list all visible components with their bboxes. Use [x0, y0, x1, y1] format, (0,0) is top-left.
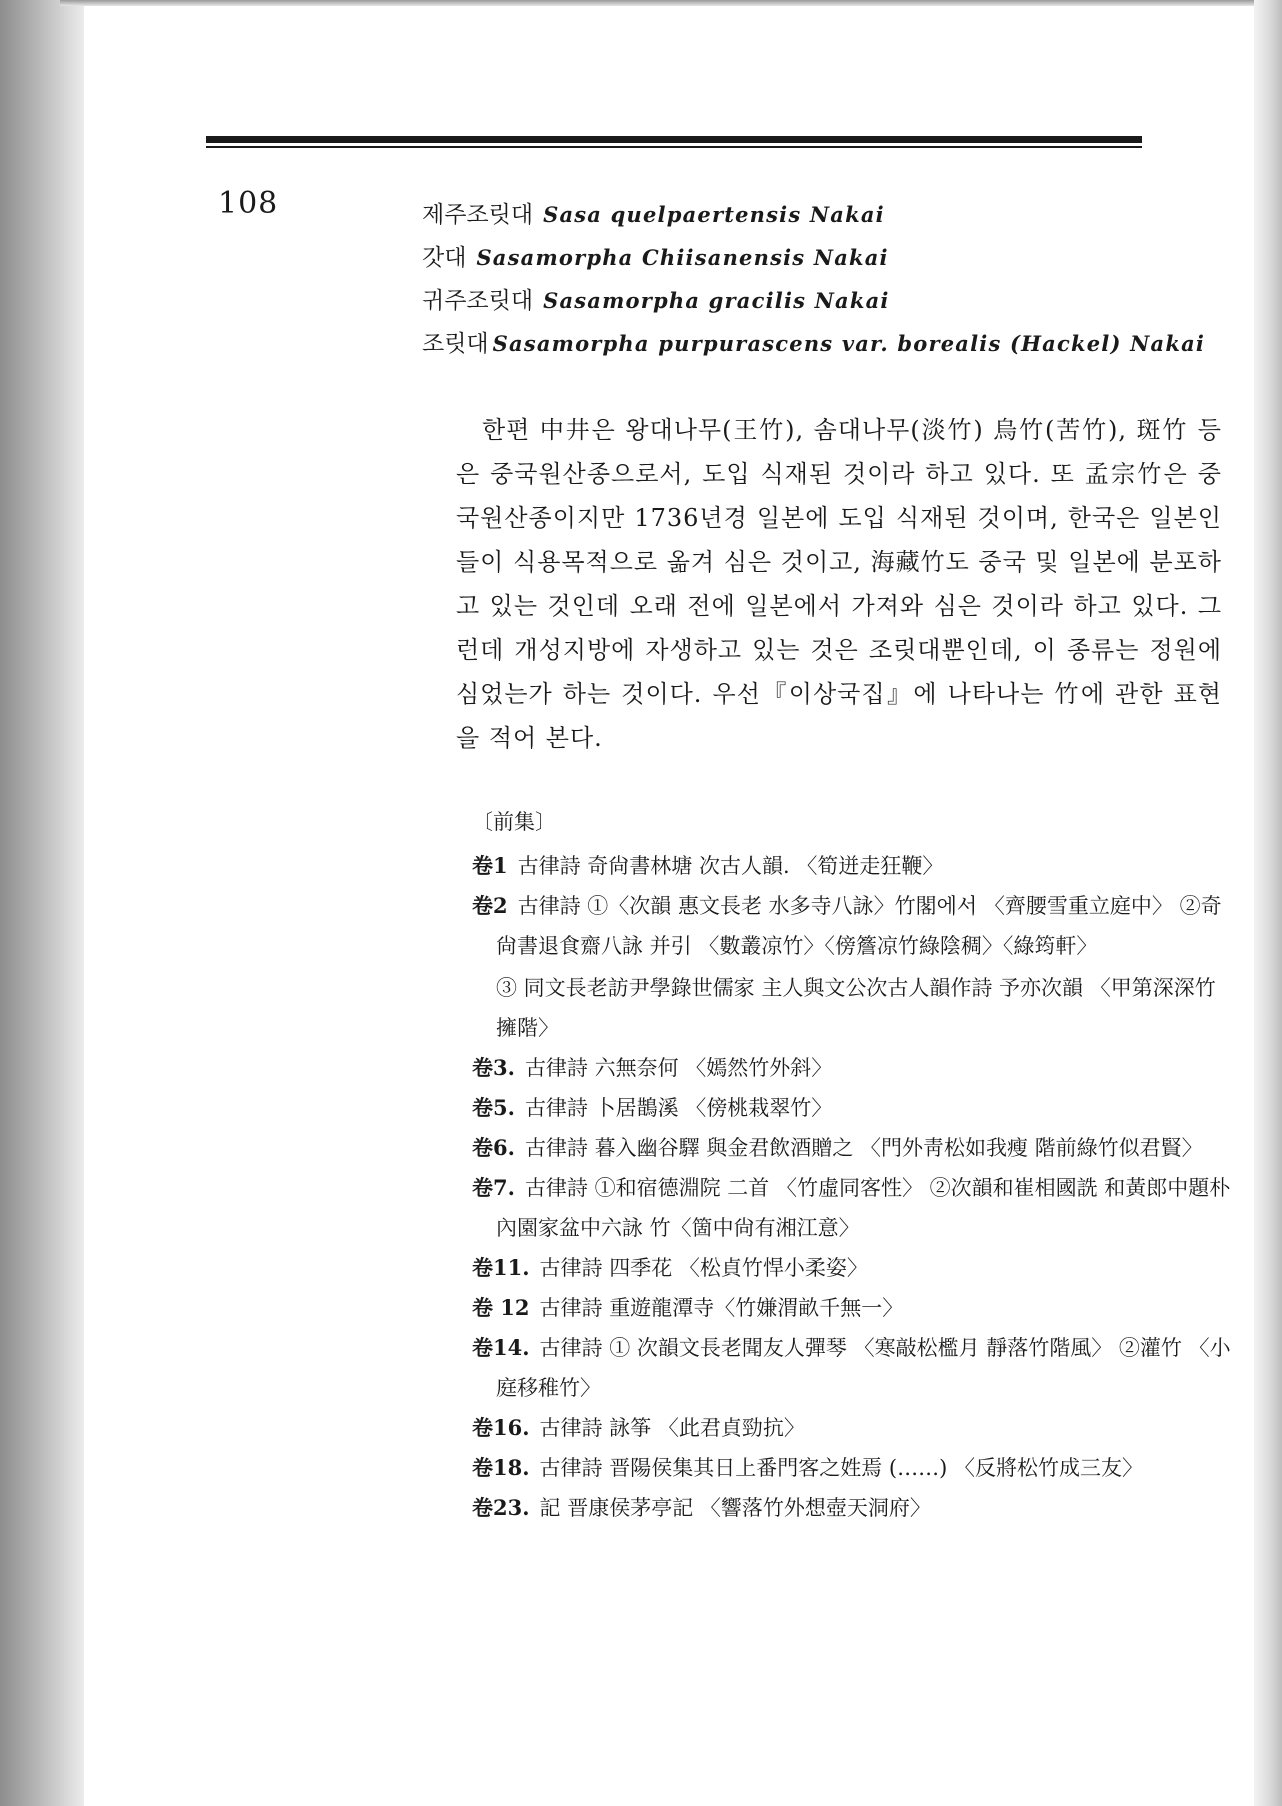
reference-item: [472, 1448, 1232, 1488]
species-item: [422, 282, 1252, 325]
reference-item: [472, 1088, 1232, 1128]
species-item: [422, 325, 1252, 368]
species-item: [422, 239, 1252, 282]
reference-item: [472, 1288, 1232, 1328]
reference-item: [472, 1408, 1232, 1448]
reference-item: [472, 1248, 1232, 1288]
reference-item: [472, 968, 1232, 1048]
body-paragraph: [456, 408, 1222, 760]
volume-label: 卷7.: [472, 1175, 515, 1200]
reference-text: 古律詩 詠筝 〈此君貞勁抗〉: [539, 1416, 805, 1440]
book-page: [84, 6, 1254, 1806]
reference-item: [472, 1168, 1232, 1248]
page-number: 108: [218, 186, 279, 221]
volume-label: 卷1: [472, 853, 508, 878]
reference-item: [472, 1328, 1232, 1408]
reference-text: 古律詩 四季花 〈松貞竹悍小柔姿〉: [539, 1256, 868, 1280]
header-rule-thin: [206, 146, 1142, 148]
volume-label: 卷23.: [472, 1495, 530, 1520]
reference-item: [472, 1128, 1232, 1168]
volume-label: 卷2: [472, 893, 508, 918]
reference-text: 古律詩 六無奈何 〈嫣然竹外斜〉: [524, 1056, 833, 1080]
species-item: [422, 196, 1252, 239]
body-paragraph-text: 한편 中井은 왕대나무(王竹), 솜대나무(淡竹) 烏竹(苦竹), 斑竹 등은 중국원산종으로서, 도입 식재된 것이라 하고 있다. 또 孟宗竹은 중국원산종이지만 1736년경 일본에 도입 식재된 것이며, 한국은 일본인들이 식용목적으로 옮겨 심은 것이고, 海藏竹도 중국 및 일본에 분포하고 있는 것인데 오래 전에 일본에서 가져와 심은 것이라 하고 있다. 그런데 개성지방에 자생하고 있는 것은 조릿대뿐인데, 이 종류는 정원에 심었는가 하는 것이다. 우선『이상국집』에 나타나는 竹에 관한 표현을 적어 본다.: [456, 416, 1222, 752]
reference-text: 古律詩 暮入幽谷驛 與金君飲酒贈之 〈門外靑松如我瘦 階前綠竹似君賢〉: [524, 1136, 1203, 1160]
species-korean-name: 조릿대: [422, 331, 489, 357]
reference-text: 古律詩 ① 次韻文長老聞友人彈琴 〈寒敲松檻月 靜落竹階風〉 ②灌竹 〈小庭移稚竹〉: [496, 1336, 1231, 1400]
species-scientific-name: Sasa quelpaertensis Nakai: [543, 202, 885, 227]
book-spine-shadow: [0, 0, 84, 1806]
volume-label: 卷18.: [472, 1455, 530, 1480]
volume-label: 卷16.: [472, 1415, 530, 1440]
volume-label: 卷14.: [472, 1335, 530, 1360]
reference-text: 記 晋康侯茅亭記 〈響落竹外想壺天洞府〉: [539, 1496, 931, 1520]
reference-item: [472, 1048, 1232, 1088]
species-korean-name: 갓대: [422, 245, 467, 271]
species-scientific-name: Sasamorpha purpurascens var. borealis (Hackel) Nakai: [492, 331, 1206, 356]
page-right-edge: [1254, 0, 1282, 1806]
reference-text: 古律詩 奇尙書林塘 次古人韻. 〈筍迸走狂鞭〉: [517, 854, 944, 878]
reference-item: [472, 886, 1232, 966]
volume-label: 卷3.: [472, 1055, 515, 1080]
volume-label: 卷 12: [472, 1295, 530, 1320]
reference-text: 古律詩 ①和宿德淵院 二首 〈竹虛同客性〉 ②次韻和崔相國詵 和黃郎中題朴內園家盆中六詠 竹〈箇中尙有湘江意〉: [496, 1176, 1231, 1240]
species-scientific-name: Sasamorpha Chiisanensis Nakai: [476, 245, 889, 270]
header-rule-thick: [206, 136, 1142, 143]
species-list: [422, 196, 1252, 368]
reference-text: 古律詩 重遊龍潭寺〈竹嫌渭畝千無一〉: [539, 1296, 904, 1320]
reference-text: 古律詩 卜居鵲溪 〈傍桃栽翠竹〉: [524, 1096, 833, 1120]
reference-text: 古律詩 ①〈次韻 惠文長老 水多寺八詠〉竹閣에서 〈齊腰雪重立庭中〉 ②奇尙書退食齋八詠 并引 〈數叢凉竹〉〈傍簷凉竹綠陰稠〉〈綠筠軒〉: [496, 894, 1222, 958]
reference-list: [472, 806, 1232, 1528]
reference-text: ③ 同文長老訪尹學錄世儒家 主人與文公次古人韻作詩 予亦次韻 〈甲第深深竹擁階〉: [496, 976, 1216, 1040]
reference-item: [472, 846, 1232, 886]
species-scientific-name: Sasamorpha gracilis Nakai: [543, 288, 890, 313]
volume-label: 卷6.: [472, 1135, 515, 1160]
species-korean-name: 제주조릿대: [422, 202, 534, 228]
species-korean-name: 귀주조릿대: [422, 288, 534, 314]
reference-text: 古律詩 晋陽侯集其日上番門客之姓焉 (……) 〈反將松竹成三友〉: [539, 1456, 1143, 1480]
reference-item: [472, 1488, 1232, 1528]
volume-label: 卷5.: [472, 1095, 515, 1120]
volume-label: 卷11.: [472, 1255, 530, 1280]
section-label: 〔前集〕: [472, 810, 556, 834]
